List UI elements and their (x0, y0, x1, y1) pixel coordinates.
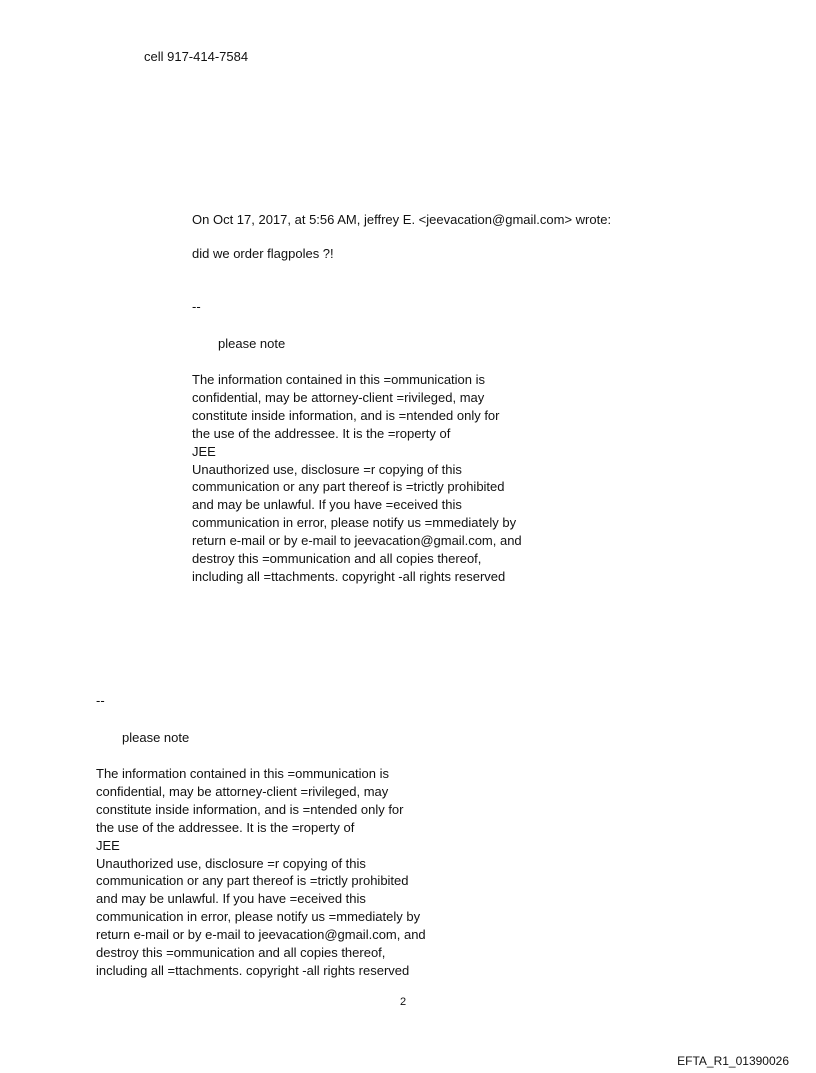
disclaimer-line: communication or any part thereof is =trictly prohibited (192, 479, 505, 495)
disclaimer-line: including all =ttachments. copyright -all rights reserved (192, 568, 506, 584)
quoted-signature-separator: -- (192, 299, 201, 314)
disclaimer-line: confidential, may be attorney-client =rivileged, may (192, 389, 485, 405)
disclaimer-line: communication or any part thereof is =trictly prohibited (96, 873, 409, 889)
quoted-please-note: please note (218, 336, 286, 351)
disclaimer-line: Unauthorized use, disclosure =r copying of this (96, 855, 366, 871)
disclaimer-line: and may be unlawful. If you have =eceived this (192, 497, 462, 513)
disclaimer-line: and may be unlawful. If you have =eceived this (96, 891, 366, 907)
disclaimer-line: destroy this =ommunication and all copies thereof, (192, 551, 482, 567)
disclaimer-line: constitute inside information, and is =ntended only for (192, 407, 500, 423)
disclaimer-line: the use of the addressee. It is the =roperty of (192, 425, 451, 441)
quoted-message-header: On Oct 17, 2017, at 5:56 AM, jeffrey E. <jeevacation@gmail.com> wrote: (192, 212, 612, 227)
disclaimer-line: destroy this =ommunication and all copies thereof, (96, 945, 386, 961)
document-id: EFTA_R1_01390026 (677, 1054, 789, 1068)
disclaimer-line: JEE (192, 443, 216, 459)
disclaimer-line: The information contained in this =ommunication is (192, 372, 486, 387)
disclaimer-line: constitute inside information, and is =ntended only for (96, 801, 404, 817)
disclaimer-line: communication in error, please notify us =mmediately by (96, 909, 421, 925)
disclaimer-line: confidential, may be attorney-client =rivileged, may (96, 783, 389, 799)
disclaimer-line: including all =ttachments. copyright -all rights reserved (96, 962, 410, 978)
disclaimer-line: The information contained in this =ommunication is (96, 766, 390, 781)
signature-separator: -- (96, 693, 105, 708)
disclaimer-line: return e-mail or by e-mail to jeevacation@gmail.com, and (96, 927, 426, 943)
signature-cell-phone: cell 917-414-7584 (144, 49, 249, 64)
disclaimer-line: communication in error, please notify us =mmediately by (192, 515, 517, 531)
disclaimer-line: Unauthorized use, disclosure =r copying of this (192, 461, 462, 477)
disclaimer-line: the use of the addressee. It is the =roperty of (96, 819, 355, 835)
quoted-disclaimer (192, 371, 522, 586)
page-number: 2 (400, 996, 407, 1008)
disclaimer (96, 765, 426, 980)
please-note: please note (122, 730, 190, 745)
quoted-message-body: did we order flagpoles ?! (192, 246, 334, 261)
disclaimer-line: return e-mail or by e-mail to jeevacation@gmail.com, and (192, 533, 522, 549)
disclaimer-line: JEE (96, 837, 120, 853)
